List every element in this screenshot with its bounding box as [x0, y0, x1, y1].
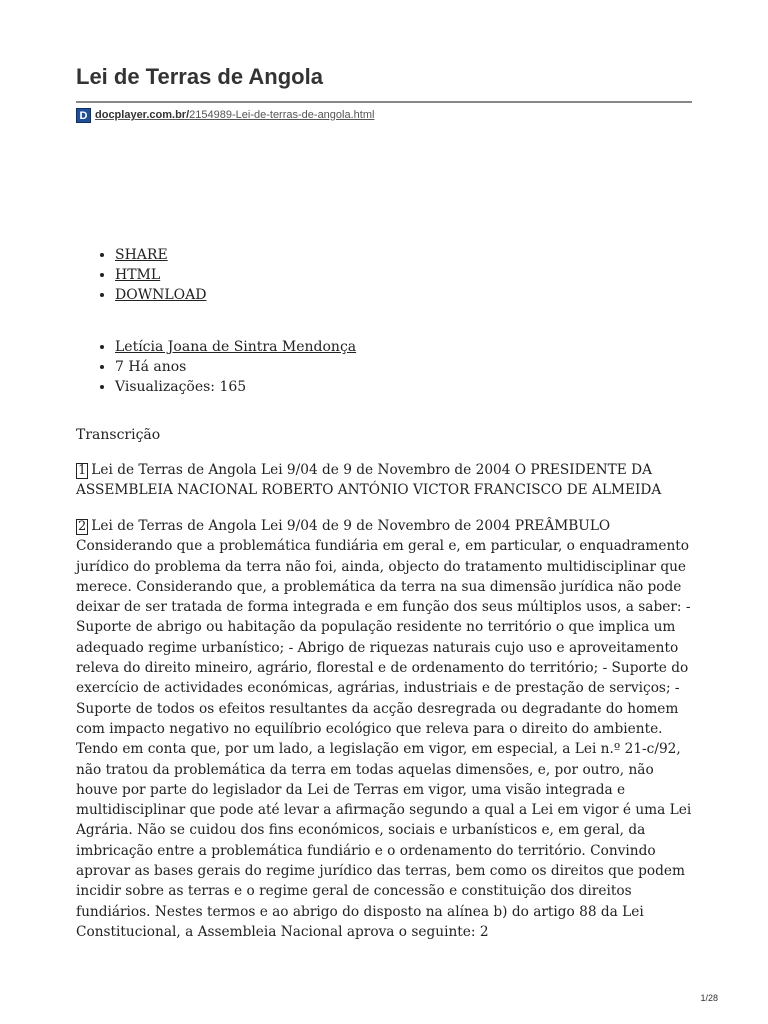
- page-anchor-link[interactable]: 1: [78, 463, 87, 478]
- transcript-page: [76, 516, 694, 942]
- document-meta: [76, 337, 356, 397]
- source-link[interactable]: [95, 109, 374, 121]
- list-item: [115, 285, 206, 305]
- source-domain: docplayer.com.br/: [95, 109, 190, 121]
- upload-age: 7 Há anos: [115, 359, 187, 375]
- source-path: 2154989-Lei-de-terras-de-angola.html: [189, 109, 375, 121]
- html-link[interactable]: HTML: [115, 267, 161, 283]
- page-counter: 1/28: [700, 993, 718, 1003]
- list-item: [115, 357, 356, 377]
- author-link[interactable]: Letícia Joana de Sintra Mendonça: [115, 339, 357, 355]
- download-link[interactable]: DOWNLOAD: [115, 287, 207, 303]
- share-link[interactable]: SHARE: [115, 247, 168, 263]
- view-count: Visualizações: 165: [115, 379, 247, 395]
- transcript-text: Lei de Terras de Angola Lei 9/04 de 9 de Novembro de 2004 PREÂMBULO Considerando que a problemática fundiária em geral e, em particular, o enquadramento jurídico do problema da terra não foi, ainda, objecto do tratamento multidisciplinar que merece. Considerando que, a problemática da terra na sua dimensão jurídica não pode deixar de ser tratada de forma integrada e em função dos seus múltiplos usos, a saber: - Suporte de abrigo ou habitação da população residente no território o que implica um adequado regime urbanístico; - Abrigo de riquezas naturais cujo uso e aproveitamento releva do direito mineiro, agrário, florestal e de ordenamento do território; - Suporte do exercício de actividades económicas, agrárias, industriais e de prestação de serviços; - Suporte de todos os efeitos resultantes da acção desregrada ou degradante do homem com impacto negativo no equilíbrio ecológico que releva para o direito do ambiente. Tendo em conta que, por um lado, a legislação em vigor, em especial, a Lei n.º 21-c/92, não tratou da problemática da terra em todas aquelas dimensões, e, por outro, não houve por parte do legislador da Lei de Terras em vigor, uma visão integrada e multidisciplinar que pode até levar a afirmação segundo a qual a Lei em vigor é uma Lei Agrária. Não se cuidou dos fins económicos, sociais e urbanísticos e, em geral, da imbricação entre a problemática fundiário e o ordenamento do território. Convindo aprovar as bases gerais do regime jurídico das terras, bem como os direitos que podem incidir sobre as terras e o regime geral de concessão e constituição dos direitos fundiários. Nestes termos e ao abrigo do disposto na alínea b) do artigo 88 da Lei Constitucional, a Assembleia Nacional aprova o seguinte: 2: [76, 518, 692, 940]
- transcript-heading: Transcrição: [76, 427, 161, 443]
- list-item: [115, 245, 206, 265]
- page-title: Lei de Terras de Angola: [76, 64, 323, 89]
- list-item: [115, 377, 356, 397]
- title-divider: [76, 101, 692, 103]
- list-item: [115, 265, 206, 285]
- action-links: [76, 245, 206, 305]
- docplayer-logo-icon: D: [76, 108, 91, 123]
- transcript-text: Lei de Terras de Angola Lei 9/04 de 9 de Novembro de 2004 O PRESIDENTE DA ASSEMBLEIA NACIONAL ROBERTO ANTÓNIO VICTOR FRANCISCO DE ALMEIDA: [76, 462, 662, 499]
- transcript-page: [76, 460, 694, 501]
- list-item: [115, 337, 356, 357]
- source-link-row: [76, 107, 374, 123]
- page-anchor-link[interactable]: 2: [78, 519, 87, 534]
